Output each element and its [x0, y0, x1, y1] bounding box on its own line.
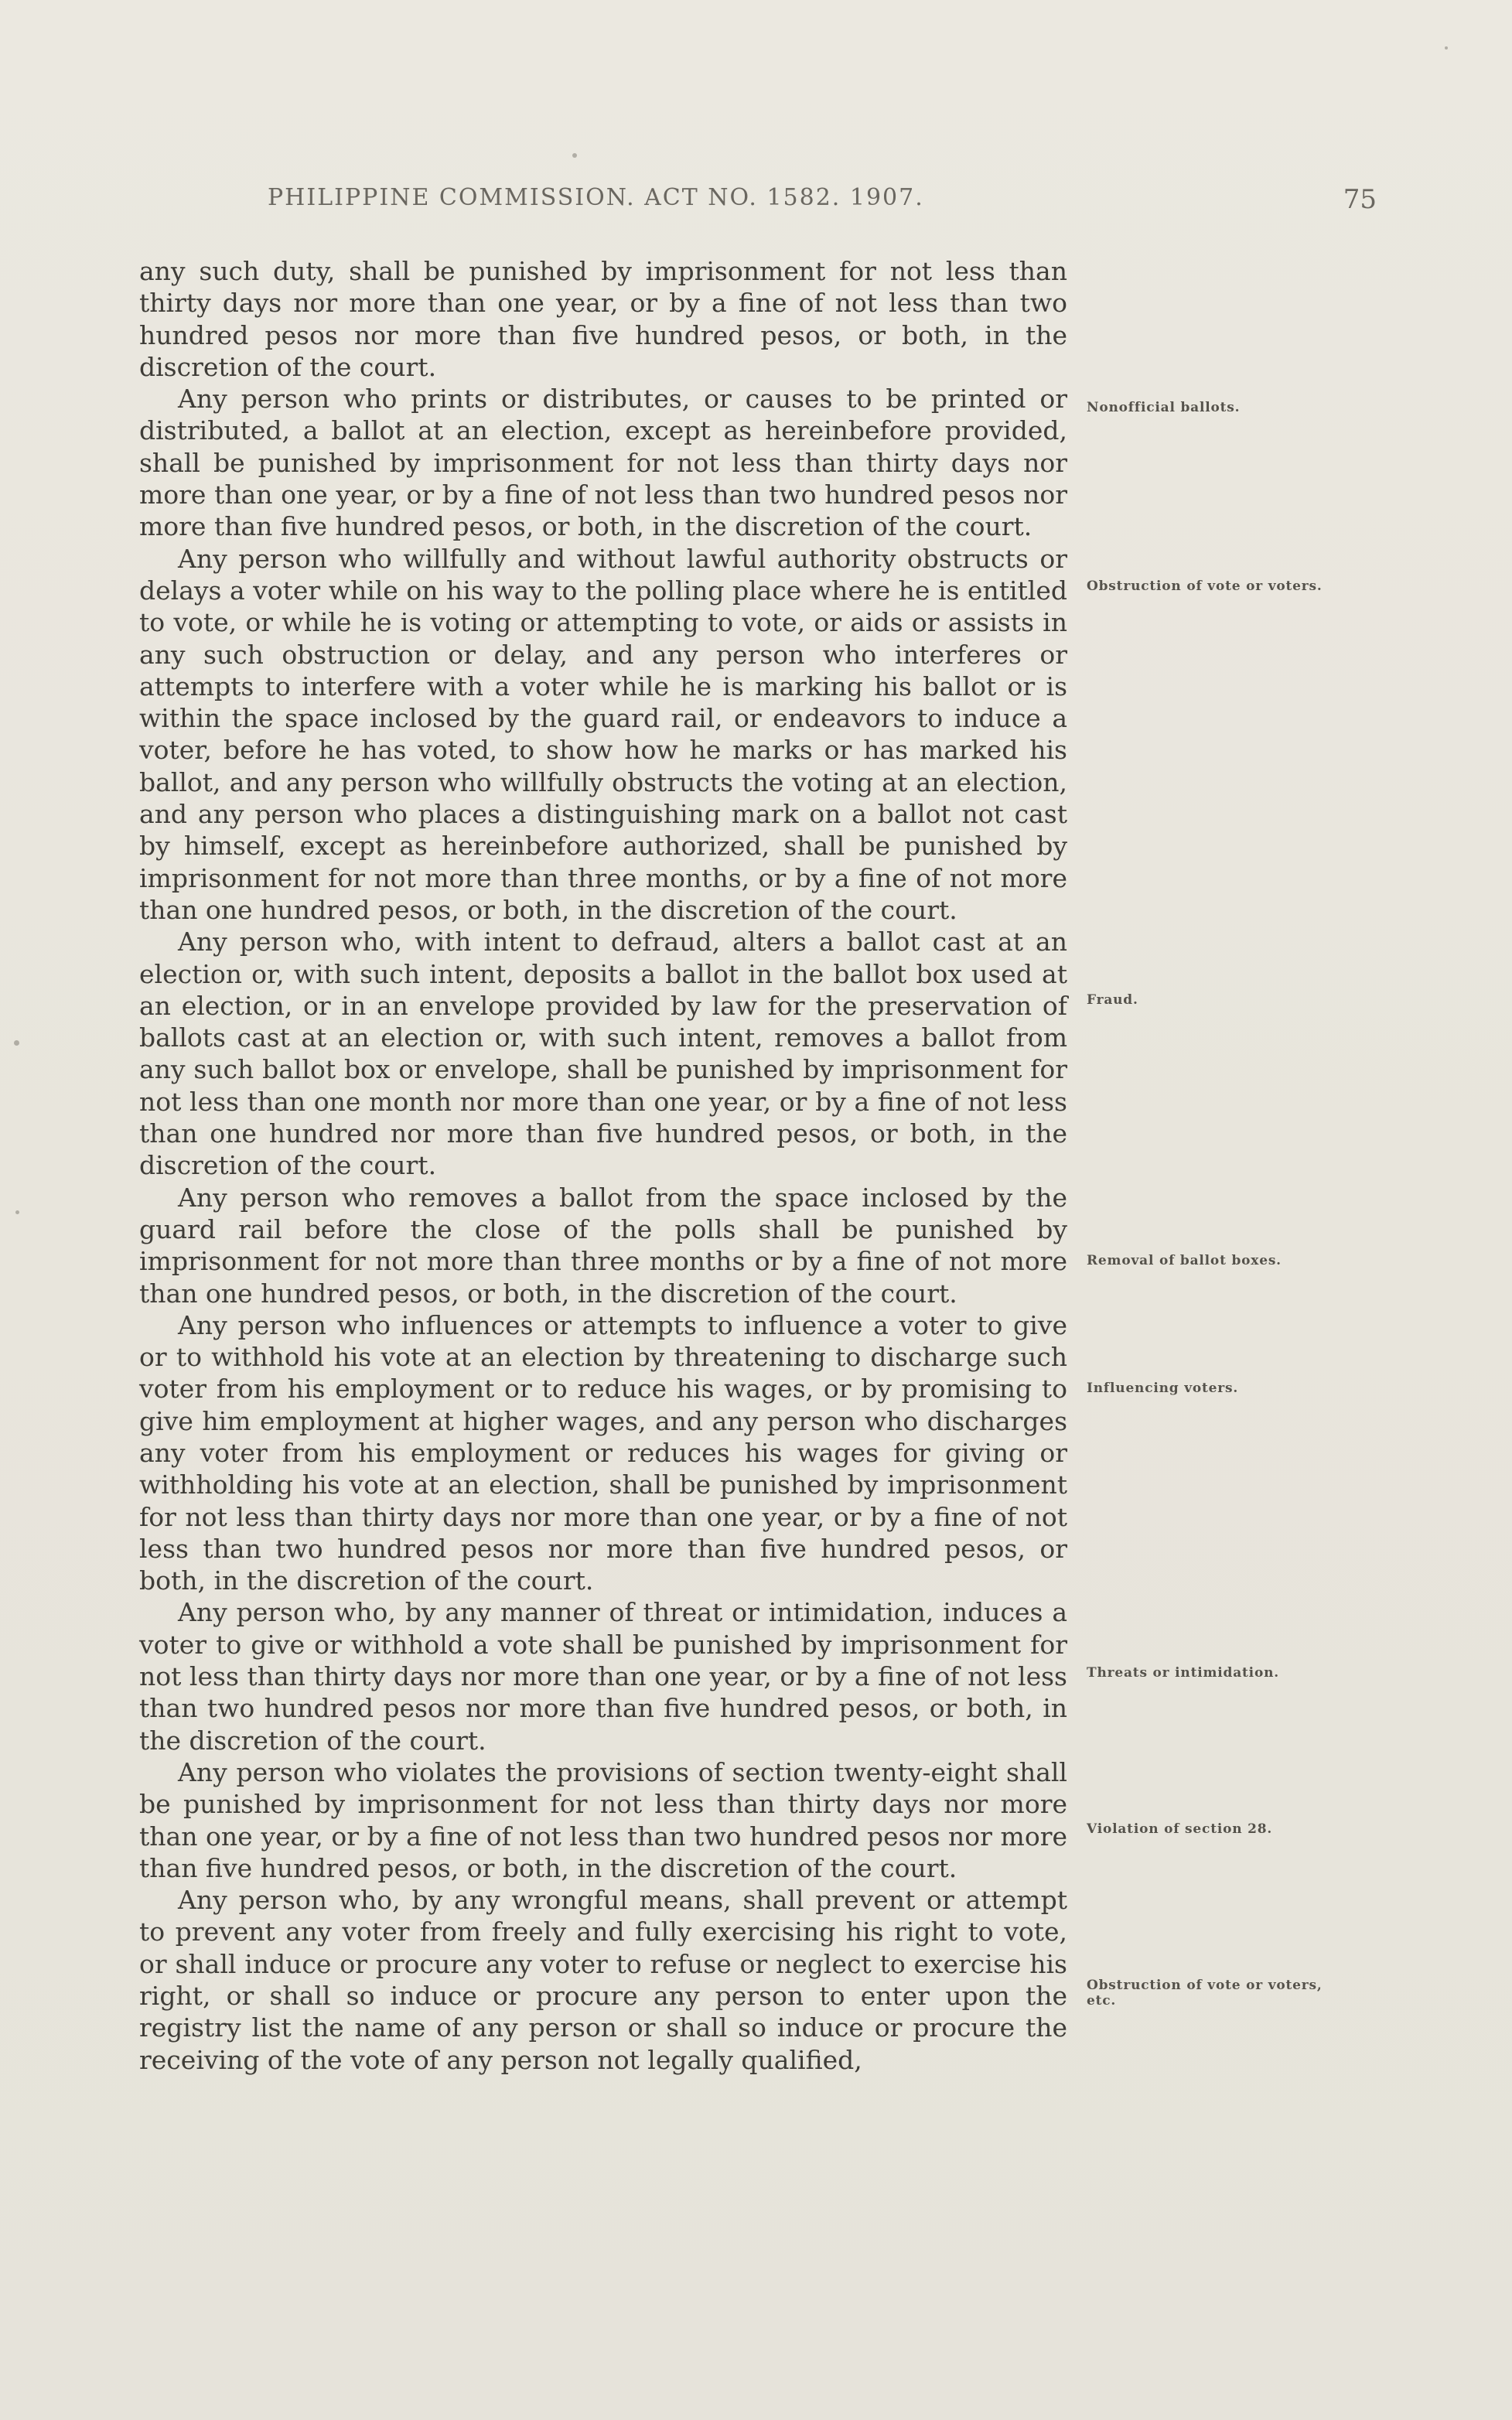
running-head: PHILIPPINE COMMISSION. ACT NO. 1582. 1907.	[268, 184, 924, 211]
page-header	[224, 184, 1377, 230]
paragraph-nonofficial-ballots: Any person who prints or distributes, or causes to be printed or distributed, a ballot at an election, except as hereinbefore provided, shall be punished by imprisonment for not less than thirty days nor more than one year, or by a fine of not less than two hundred pesos nor more than five hundred pesos, or both, in the discretion of the court.	[139, 384, 1067, 542]
scan-speck	[1445, 46, 1448, 49]
margin-note-obstruction-etc: Obstruction of vote or voters, etc.	[1087, 1978, 1323, 2009]
paragraph-obstruction-etc: Any person who, by any wrongful means, shall prevent or attempt to prevent any voter from freely and fully exercising his right to vote, or shall induce or procure any voter to refuse or neglect to exercise his right, or shall so induce or procure any person to enter upon the registry list the name of any person or shall so induce or procure the receiving of the vote of any person not legally qualified,	[139, 1885, 1067, 2075]
margin-note-fraud: Fraud.	[1087, 992, 1138, 1008]
margin-note-obstruction: Obstruction of vote or voters.	[1087, 579, 1323, 594]
paragraph-influencing-voters: Any person who influences or attempts to influence a voter to give or to withhold his vote at an election by threatening to discharge such voter from his employment or to reduce his wages, or by promising to give him employment at higher wages, and any person who discharges any voter from his employment or reduces his wages for giving or withholding his vote at an election, shall be punished by imprisonment for not less than thirty days nor more than one year, or by a fine of not less than two hundred pesos nor more than five hundred pesos, or both, in the discretion of the court.	[139, 1309, 1067, 1596]
margin-note-removal: Removal of ballot boxes.	[1087, 1253, 1282, 1268]
margin-note-violation: Violation of section 28.	[1087, 1821, 1273, 1837]
scan-speck	[572, 153, 577, 158]
paragraph-violation-section-28: Any person who violates the provisions of section twenty-eight shall be punished by imprisonment for not less than thirty days nor more than one year, or by a fine of not less than two hundred pesos nor more than five hundred pesos, or both, in the discretion of the court.	[139, 1756, 1067, 1883]
scan-speck	[15, 1210, 19, 1214]
paragraph-fraud: Any person who, with intent to defraud, alters a ballot cast at an election or, with such intent, deposits a ballot in the ballot box used at an election, or in an envelope provided by law for the preservation of ballots cast at an election or, with such intent, removes a ballot from any such ballot box or envelope, shall be punished by imprisonment for not less than one month nor more than one year, or by a fine of not less than one hundred nor more than five hundred pesos, or both, in the discretion of the court.	[139, 927, 1067, 1181]
paragraph-continued: any such duty, shall be punished by imprisonment for not less than thirty days nor more than one year, or by a fine of not less than two hundred pesos nor more than five hundred pesos, or both, in the discretion of the court.	[139, 256, 1067, 382]
margin-note-nonofficial-ballots: Nonofficial ballots.	[1087, 400, 1241, 415]
margin-note-influencing: Influencing voters.	[1087, 1381, 1239, 1396]
paragraph-obstruction: Any person who willfully and without lawful authority obstructs or delays a voter while on his way to the polling place where he is entitled to vote, or while he is voting or attempting to vote, or aids or assists in any such obstruction or delay, and any person who interferes or attempts to interfere with a voter while he is marking his ballot or is within the space inclosed by the guard rail, or endeavors to induce a voter, before he has voted, to show how he marks or has marked his ballot, and any person who willfully obstructs the voting at an election, and any person who places a distinguishing mark on a ballot not cast by himself, except as hereinbefore authorized, shall be punished by imprisonment for not more than three months, or by a fine of not more than one hundred pesos, or both, in the discretion of the court.	[139, 543, 1067, 925]
scan-speck	[14, 1040, 19, 1046]
page-number: 75	[1343, 184, 1377, 215]
body-text	[139, 255, 1067, 2076]
paragraph-removal-of-ballot: Any person who removes a ballot from the space inclosed by the guard rail before the close of the polls shall be punished by imprisonment for not more than three months or by a fine of not more than one hundred pesos, or both, in the discretion of the court.	[139, 1182, 1067, 1309]
margin-note-threats: Threats or intimidation.	[1087, 1665, 1279, 1681]
paragraph-threats: Any person who, by any manner of threat or intimidation, induces a voter to give or withhold a vote shall be punished by imprisonment for not less than thirty days nor more than one year, or by a fine of not less than two hundred pesos nor more than five hundred pesos, or both, in the discretion of the court.	[139, 1597, 1067, 1756]
